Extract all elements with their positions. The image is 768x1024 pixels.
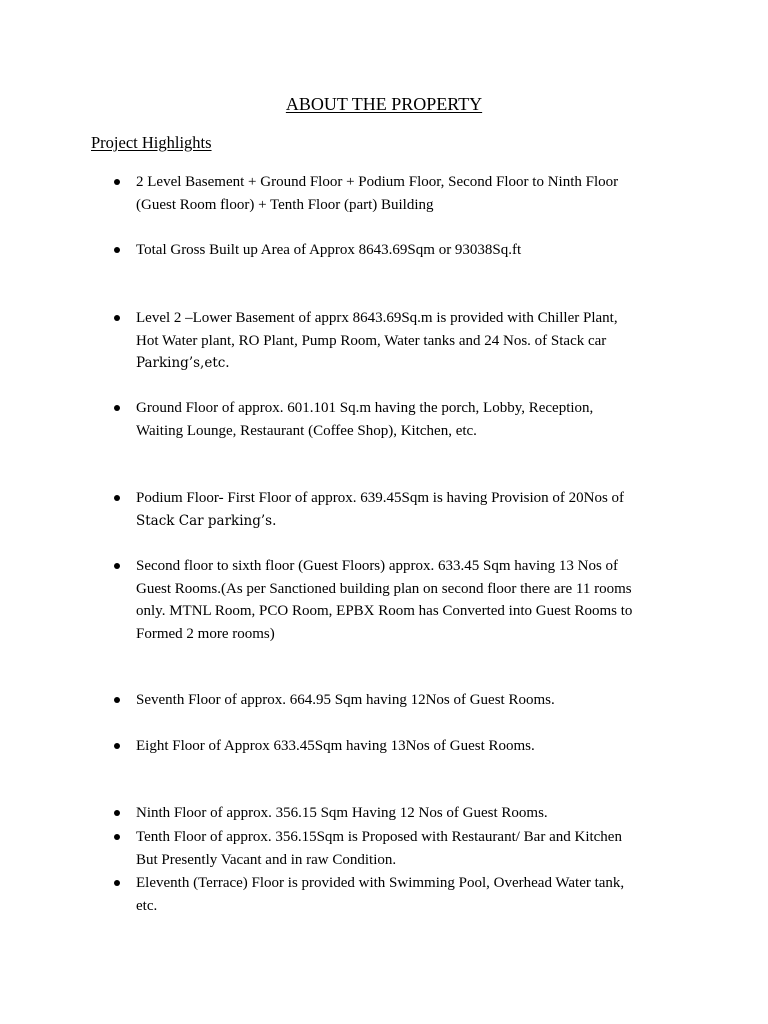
- bullet-icon: [114, 495, 120, 501]
- list-item-line: etc.: [136, 897, 158, 914]
- list-item-line: Ground Floor of approx. 601.101 Sq.m having the porch, Lobby, Reception,: [136, 400, 594, 416]
- bullet-icon: [114, 247, 120, 253]
- bullet-icon: [114, 179, 120, 185]
- list-item-line: Hot Water plant, RO Plant, Pump Room, Water tanks and 24 Nos. of Stack car: [136, 332, 607, 349]
- list-item-line: Guest Rooms.(As per Sanctioned building plan on second floor there are 11 rooms: [136, 580, 632, 597]
- list-item-line: Seventh Floor of approx. 664.95 Sqm having 12Nos of Guest Rooms.: [136, 692, 555, 708]
- list-item-line: Eight Floor of Approx 633.45Sqm having 13Nos of Guest Rooms.: [136, 738, 535, 754]
- list-item-line: But Presently Vacant and in raw Condition.: [136, 851, 397, 868]
- list-item-line: Tenth Floor of approx. 356.15Sqm is Proposed with Restaurant/ Bar and Kitchen: [136, 829, 622, 845]
- list-item-line: Stack Car parking’s.: [136, 512, 277, 529]
- list-item-line: Waiting Lounge, Restaurant (Coffee Shop), Kitchen, etc.: [136, 422, 477, 439]
- bullet-icon: [114, 834, 120, 840]
- bullet-icon: [114, 697, 120, 703]
- bullet-icon: [114, 880, 120, 886]
- list-item-line: Formed 2 more rooms): [136, 625, 275, 642]
- list-item-line: Parking’s,etc.: [136, 355, 230, 371]
- page-title: ABOUT THE PROPERTY: [285, 94, 483, 114]
- bullet-icon: [114, 315, 120, 321]
- bullet-icon: [114, 563, 120, 569]
- list-item-line: (Guest Room floor) + Tenth Floor (part) Building: [136, 196, 434, 213]
- bullet-icon: [114, 810, 120, 816]
- list-item-line: Second floor to sixth floor (Guest Floors) approx. 633.45 Sqm having 13 Nos of: [136, 558, 619, 574]
- section-heading: Project Highlights: [91, 133, 212, 152]
- bullet-icon: [114, 405, 120, 411]
- bullet-icon: [114, 743, 120, 749]
- list-item-line: Level 2 –Lower Basement of apprx 8643.69Sq.m is provided with Chiller Plant,: [136, 310, 618, 326]
- list-item-line: Podium Floor- First Floor of approx. 639.45Sqm is having Provision of 20Nos of: [136, 490, 625, 506]
- list-item-line: Ninth Floor of approx. 356.15 Sqm Having 12 Nos of Guest Rooms.: [136, 805, 548, 821]
- list-item-line: only. MTNL Room, PCO Room, EPBX Room has Converted into Guest Rooms to: [136, 603, 633, 619]
- list-item-line: 2 Level Basement + Ground Floor + Podium Floor, Second Floor to Ninth Floor: [136, 174, 619, 190]
- list-item-line: Total Gross Built up Area of Approx 8643.69Sqm or 93038Sq.ft: [136, 242, 522, 258]
- list-item-line: Eleventh (Terrace) Floor is provided with Swimming Pool, Overhead Water tank,: [136, 875, 625, 891]
